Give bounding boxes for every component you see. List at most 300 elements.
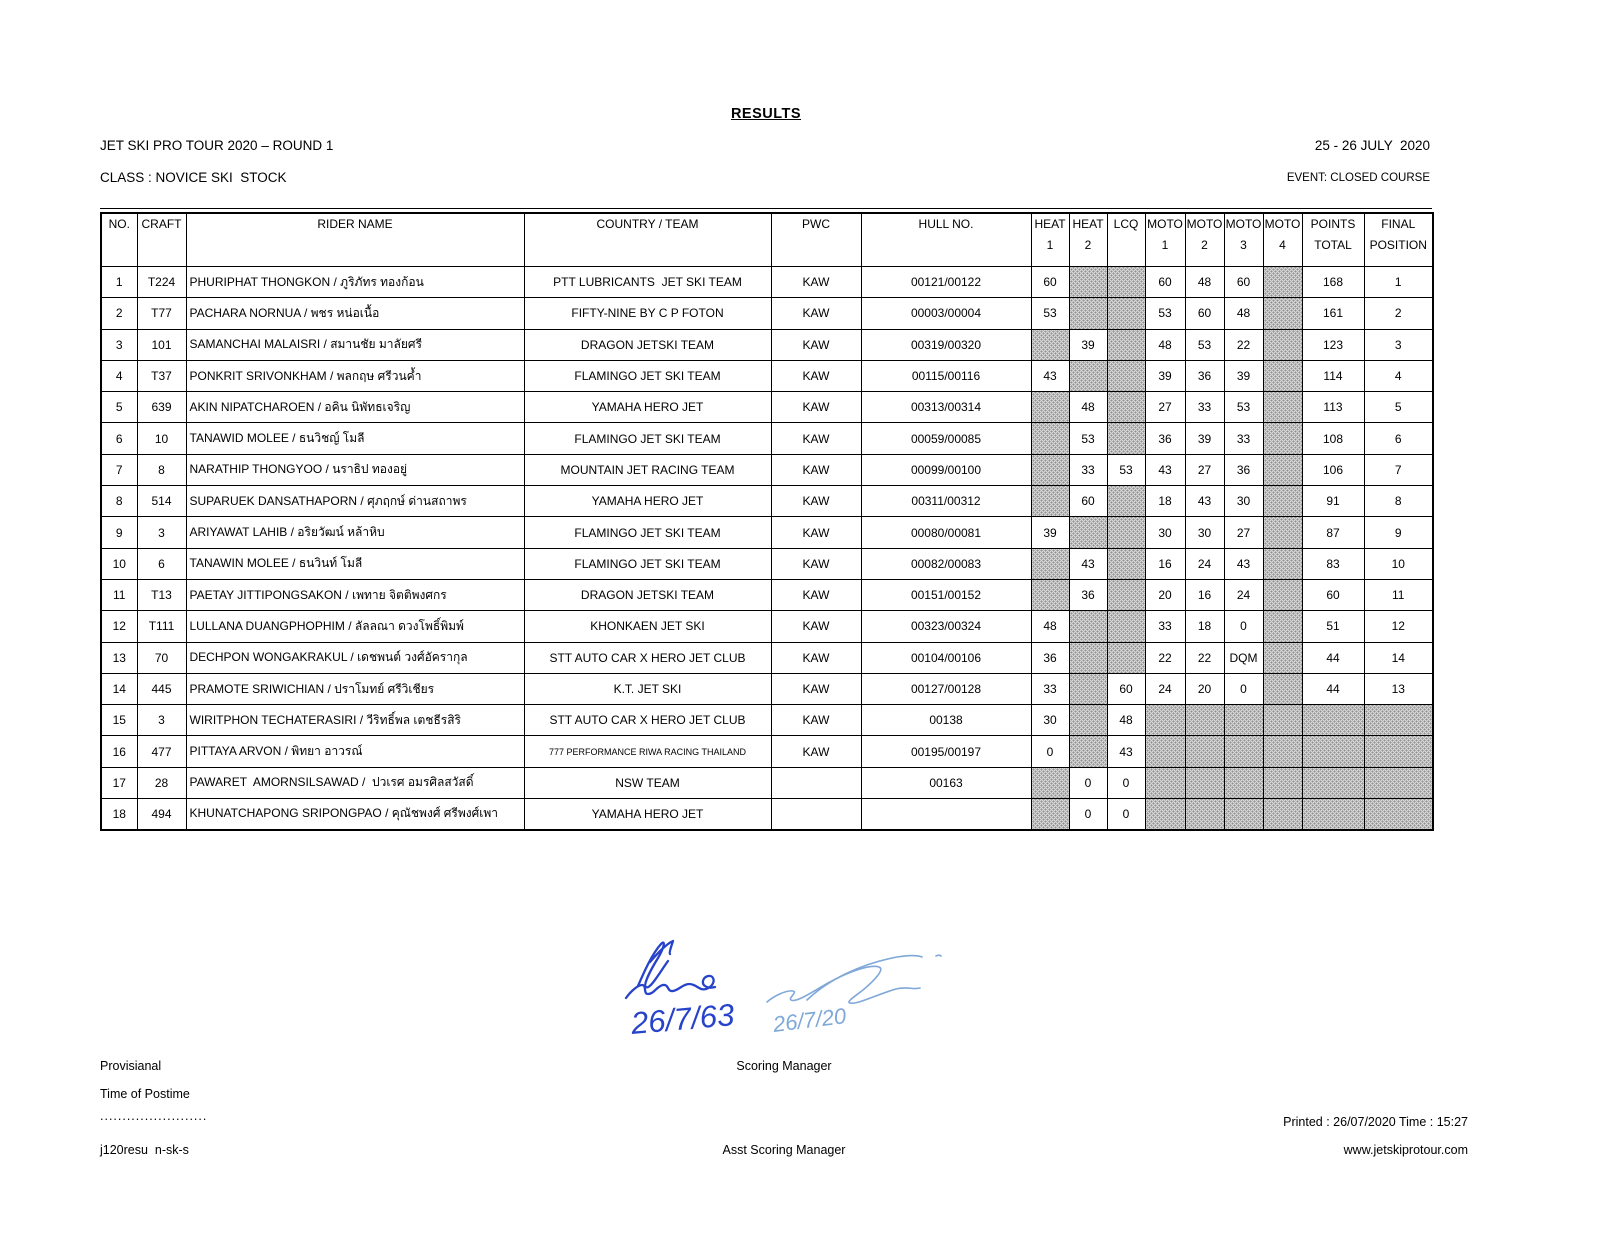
col-header-pwc: PWC (771, 213, 861, 267)
cell-total: 44 (1302, 673, 1364, 704)
cell-hull: 00323/00324 (861, 611, 1031, 642)
cell-craft: 477 (137, 736, 186, 767)
cell-no: 16 (101, 736, 137, 767)
cell-total: 108 (1302, 423, 1364, 454)
cell-pos: 14 (1364, 642, 1433, 673)
signature-scribble-right (767, 966, 920, 1003)
cell-moto4 (1263, 360, 1302, 391)
cell-moto4 (1263, 298, 1302, 329)
time-of-postime-label: Time of Postime (100, 1087, 190, 1101)
class-label: CLASS : NOVICE SKI STOCK (100, 170, 287, 185)
cell-pwc: KAW (771, 454, 861, 485)
cell-pos: 2 (1364, 298, 1433, 329)
cell-moto1: 18 (1145, 486, 1185, 517)
cell-hull: 00080/00081 (861, 517, 1031, 548)
cell-no: 10 (101, 548, 137, 579)
cell-pos: 11 (1364, 579, 1433, 610)
cell-moto2: 18 (1185, 611, 1224, 642)
table-row (101, 517, 1433, 548)
cell-moto3: 24 (1224, 579, 1263, 610)
page-title: RESULTS (730, 106, 802, 122)
table-row (101, 767, 1433, 798)
cell-total: 87 (1302, 517, 1364, 548)
divider (100, 208, 1432, 209)
cell-moto1 (1145, 705, 1185, 736)
cell-heat1: 60 (1031, 267, 1069, 298)
col-header-no: NO. (101, 213, 137, 267)
cell-rider: AKIN NIPATCHAROEN / อคิน นิพัทธเจริญ (186, 392, 524, 423)
cell-pwc (771, 767, 861, 798)
cell-heat1: 30 (1031, 705, 1069, 736)
cell-moto4 (1263, 673, 1302, 704)
cell-moto1: 33 (1145, 611, 1185, 642)
cell-moto4 (1263, 642, 1302, 673)
asst-scoring-manager-label: Asst Scoring Manager (722, 1143, 846, 1157)
cell-moto3 (1224, 767, 1263, 798)
cell-no: 3 (101, 329, 137, 360)
col-header-moto4: MOTO 4 (1263, 213, 1302, 267)
cell-craft: T77 (137, 298, 186, 329)
table-row (101, 736, 1433, 767)
cell-moto4 (1263, 267, 1302, 298)
cell-lcq: 0 (1107, 767, 1145, 798)
cell-rider: DECHPON WONGAKRAKUL / เดชพนต์ วงศ์อัครากุล (186, 642, 524, 673)
cell-craft: 3 (137, 705, 186, 736)
cell-craft: 8 (137, 454, 186, 485)
cell-heat2: 36 (1069, 579, 1107, 610)
cell-heat1: 53 (1031, 298, 1069, 329)
cell-lcq (1107, 329, 1145, 360)
cell-hull: 00313/00314 (861, 392, 1031, 423)
printed-timestamp: Printed : 26/07/2020 Time : 15:27 (1283, 1115, 1468, 1129)
cell-hull: 00319/00320 (861, 329, 1031, 360)
cell-moto1: 39 (1145, 360, 1185, 391)
cell-moto2: 33 (1185, 392, 1224, 423)
cell-heat2: 33 (1069, 454, 1107, 485)
cell-rider: SAMANCHAI MALAISRI / สมานชัย มาลัยศรี (186, 329, 524, 360)
results-tbody (101, 267, 1433, 830)
cell-pwc: KAW (771, 329, 861, 360)
cell-moto1: 16 (1145, 548, 1185, 579)
cell-craft: 639 (137, 392, 186, 423)
cell-rider: LULLANA DUANGPHOPHIM / ลัลลณา ดวงโพธิ์พิมพ์ (186, 611, 524, 642)
file-code: j120resu n-sk-s (100, 1143, 189, 1157)
cell-rider: PONKRIT SRIVONKHAM / พลกฤษ ศรีวนค้ำ (186, 360, 524, 391)
col-header-rider: RIDER NAME (186, 213, 524, 267)
cell-total: 123 (1302, 329, 1364, 360)
cell-heat2 (1069, 705, 1107, 736)
cell-moto4 (1263, 799, 1302, 830)
col-header-team: COUNTRY / TEAM (524, 213, 771, 267)
cell-moto3 (1224, 736, 1263, 767)
cell-pwc: KAW (771, 579, 861, 610)
cell-pwc: KAW (771, 486, 861, 517)
cell-moto1 (1145, 736, 1185, 767)
cell-moto3: 39 (1224, 360, 1263, 391)
cell-moto3: 60 (1224, 267, 1263, 298)
cell-pwc: KAW (771, 736, 861, 767)
cell-moto4 (1263, 767, 1302, 798)
cell-team: MOUNTAIN JET RACING TEAM (524, 454, 771, 485)
cell-heat2: 0 (1069, 767, 1107, 798)
cell-heat2 (1069, 736, 1107, 767)
cell-moto4 (1263, 329, 1302, 360)
cell-moto3: 36 (1224, 454, 1263, 485)
cell-moto2: 43 (1185, 486, 1224, 517)
cell-no: 13 (101, 642, 137, 673)
cell-pos: 13 (1364, 673, 1433, 704)
cell-no: 18 (101, 799, 137, 830)
cell-total: 161 (1302, 298, 1364, 329)
cell-pwc: KAW (771, 705, 861, 736)
cell-pwc: KAW (771, 423, 861, 454)
cell-hull: 00195/00197 (861, 736, 1031, 767)
cell-pos: 1 (1364, 267, 1433, 298)
cell-heat2 (1069, 673, 1107, 704)
cell-lcq (1107, 298, 1145, 329)
cell-pos (1364, 705, 1433, 736)
cell-team: FLAMINGO JET SKI TEAM (524, 423, 771, 454)
cell-team: YAMAHA HERO JET (524, 392, 771, 423)
cell-pos: 6 (1364, 423, 1433, 454)
cell-hull: 00138 (861, 705, 1031, 736)
cell-moto3 (1224, 799, 1263, 830)
cell-moto1: 24 (1145, 673, 1185, 704)
cell-moto2: 24 (1185, 548, 1224, 579)
cell-rider: KHUNATCHAPONG SRIPONGPAO / คุณัชพงศ์ ศรีพงศ์เพา (186, 799, 524, 830)
col-header-moto3: MOTO 3 (1224, 213, 1263, 267)
cell-moto4 (1263, 486, 1302, 517)
col-header-moto1: MOTO 1 (1145, 213, 1185, 267)
cell-pos (1364, 767, 1433, 798)
cell-craft: 494 (137, 799, 186, 830)
cell-moto2 (1185, 799, 1224, 830)
cell-hull: 00127/00128 (861, 673, 1031, 704)
cell-no: 7 (101, 454, 137, 485)
cell-moto1: 60 (1145, 267, 1185, 298)
cell-craft: 28 (137, 767, 186, 798)
cell-no: 8 (101, 486, 137, 517)
cell-craft: 101 (137, 329, 186, 360)
cell-moto4 (1263, 423, 1302, 454)
cell-lcq (1107, 642, 1145, 673)
cell-total: 83 (1302, 548, 1364, 579)
cell-no: 11 (101, 579, 137, 610)
cell-heat2: 0 (1069, 799, 1107, 830)
col-header-craft: CRAFT (137, 213, 186, 267)
cell-team: YAMAHA HERO JET (524, 486, 771, 517)
cell-pwc: KAW (771, 392, 861, 423)
cell-no: 2 (101, 298, 137, 329)
cell-no: 14 (101, 673, 137, 704)
cell-team: KHONKAEN JET SKI (524, 611, 771, 642)
cell-heat2 (1069, 298, 1107, 329)
cell-craft: 514 (137, 486, 186, 517)
cell-heat2 (1069, 517, 1107, 548)
cell-lcq (1107, 517, 1145, 548)
cell-heat1 (1031, 548, 1069, 579)
cell-moto3: 33 (1224, 423, 1263, 454)
cell-rider: PAETAY JITTIPONGSAKON / เพทาย จิตติพงศกร (186, 579, 524, 610)
cell-lcq: 53 (1107, 454, 1145, 485)
table-row (101, 454, 1433, 485)
cell-lcq: 60 (1107, 673, 1145, 704)
cell-moto1 (1145, 767, 1185, 798)
cell-heat1 (1031, 799, 1069, 830)
cell-pwc: KAW (771, 611, 861, 642)
cell-total (1302, 799, 1364, 830)
cell-moto3: DQM (1224, 642, 1263, 673)
cell-pwc: KAW (771, 673, 861, 704)
cell-team: DRAGON JETSKI TEAM (524, 579, 771, 610)
table-row (101, 579, 1433, 610)
cell-pwc: KAW (771, 517, 861, 548)
cell-heat1 (1031, 579, 1069, 610)
cell-moto4 (1263, 611, 1302, 642)
cell-total: 60 (1302, 579, 1364, 610)
cell-hull: 00163 (861, 767, 1031, 798)
cell-pos: 8 (1364, 486, 1433, 517)
cell-moto2: 48 (1185, 267, 1224, 298)
table-row (101, 360, 1433, 391)
cell-pos: 5 (1364, 392, 1433, 423)
cell-total: 51 (1302, 611, 1364, 642)
cell-rider: PRAMOTE SRIWICHIAN / ปราโมทย์ ศรีวิเชียร (186, 673, 524, 704)
cell-rider: NARATHIP THONGYOO / นราธิป ทองอยู่ (186, 454, 524, 485)
cell-heat1 (1031, 486, 1069, 517)
cell-no: 9 (101, 517, 137, 548)
cell-lcq (1107, 611, 1145, 642)
col-header-hull: HULL NO. (861, 213, 1031, 267)
cell-lcq (1107, 548, 1145, 579)
cell-heat1: 39 (1031, 517, 1069, 548)
cell-team: YAMAHA HERO JET (524, 799, 771, 830)
table-row (101, 642, 1433, 673)
cell-heat1 (1031, 454, 1069, 485)
cell-hull: 00003/00004 (861, 298, 1031, 329)
cell-heat2 (1069, 611, 1107, 642)
cell-moto2 (1185, 736, 1224, 767)
cell-craft: 445 (137, 673, 186, 704)
cell-lcq (1107, 392, 1145, 423)
cell-pos: 7 (1364, 454, 1433, 485)
cell-rider: TANAWID MOLEE / ธนวิชญ์ โมลี (186, 423, 524, 454)
cell-hull: 00151/00152 (861, 579, 1031, 610)
cell-moto4 (1263, 548, 1302, 579)
cell-craft: 70 (137, 642, 186, 673)
cell-team: FLAMINGO JET SKI TEAM (524, 517, 771, 548)
cell-heat2: 43 (1069, 548, 1107, 579)
cell-lcq (1107, 579, 1145, 610)
cell-pos: 10 (1364, 548, 1433, 579)
cell-moto3: 53 (1224, 392, 1263, 423)
col-header-moto2: MOTO 2 (1185, 213, 1224, 267)
cell-moto4 (1263, 579, 1302, 610)
cell-moto4 (1263, 736, 1302, 767)
cell-craft: 6 (137, 548, 186, 579)
cell-hull: 00104/00106 (861, 642, 1031, 673)
cell-craft: T13 (137, 579, 186, 610)
cell-heat2 (1069, 360, 1107, 391)
cell-moto1: 43 (1145, 454, 1185, 485)
cell-heat1: 36 (1031, 642, 1069, 673)
cell-hull: 00121/00122 (861, 267, 1031, 298)
cell-total: 114 (1302, 360, 1364, 391)
cell-moto2: 16 (1185, 579, 1224, 610)
signature-date-left: 26/7/63 (629, 997, 736, 1041)
table-header-row (101, 213, 1433, 267)
cell-no: 5 (101, 392, 137, 423)
col-header-lcq: LCQ (1107, 213, 1145, 267)
cell-moto4 (1263, 517, 1302, 548)
table-row (101, 423, 1433, 454)
cell-moto3: 0 (1224, 611, 1263, 642)
cell-team: STT AUTO CAR X HERO JET CLUB (524, 642, 771, 673)
signature-scribble-left-2 (626, 976, 715, 998)
cell-moto2: 53 (1185, 329, 1224, 360)
cell-heat2: 60 (1069, 486, 1107, 517)
cell-craft: 3 (137, 517, 186, 548)
cell-moto2: 60 (1185, 298, 1224, 329)
cell-pwc: KAW (771, 642, 861, 673)
cell-moto2: 20 (1185, 673, 1224, 704)
cell-no: 6 (101, 423, 137, 454)
cell-moto2 (1185, 767, 1224, 798)
cell-moto1: 20 (1145, 579, 1185, 610)
cell-pwc: KAW (771, 360, 861, 391)
cell-hull: 00311/00312 (861, 486, 1031, 517)
signature-scribble-right-2 (807, 955, 941, 1000)
cell-team: FLAMINGO JET SKI TEAM (524, 360, 771, 391)
cell-hull: 00115/00116 (861, 360, 1031, 391)
cell-moto2: 30 (1185, 517, 1224, 548)
cell-craft: 10 (137, 423, 186, 454)
cell-team: 777 PERFORMANCE RIWA RACING THAILAND (524, 736, 771, 767)
cell-moto3: 27 (1224, 517, 1263, 548)
cell-heat1 (1031, 767, 1069, 798)
cell-rider: SUPARUEK DANSATHAPORN / ศุภฤกษ์ ด่านสถาพร (186, 486, 524, 517)
cell-lcq (1107, 360, 1145, 391)
cell-hull: 00082/00083 (861, 548, 1031, 579)
tour-title: JET SKI PRO TOUR 2020 – ROUND 1 (100, 138, 334, 153)
col-header-heat2: HEAT 2 (1069, 213, 1107, 267)
cell-moto3: 48 (1224, 298, 1263, 329)
cell-team: NSW TEAM (524, 767, 771, 798)
col-header-points-total: POINTS TOTAL (1302, 213, 1364, 267)
cell-heat2: 53 (1069, 423, 1107, 454)
cell-pos: 9 (1364, 517, 1433, 548)
cell-rider: TANAWIN MOLEE / ธนวินท์ โมลี (186, 548, 524, 579)
cell-lcq (1107, 486, 1145, 517)
website-link: www.jetskiprotour.com (1343, 1143, 1468, 1157)
cell-team: FIFTY-NINE BY C P FOTON (524, 298, 771, 329)
cell-moto3: 30 (1224, 486, 1263, 517)
cell-moto2: 27 (1185, 454, 1224, 485)
cell-rider: ARIYAWAT LAHIB / อริยวัฒน์ หล้าหิบ (186, 517, 524, 548)
cell-moto1 (1145, 799, 1185, 830)
cell-hull (861, 799, 1031, 830)
cell-lcq: 0 (1107, 799, 1145, 830)
signature-date-right: 26/7/20 (771, 1003, 848, 1037)
table-row (101, 329, 1433, 360)
cell-heat2: 48 (1069, 392, 1107, 423)
cell-hull: 00099/00100 (861, 454, 1031, 485)
table-row (101, 486, 1433, 517)
cell-moto3: 0 (1224, 673, 1263, 704)
cell-moto1: 30 (1145, 517, 1185, 548)
cell-craft: T37 (137, 360, 186, 391)
cell-rider: PHURIPHAT THONGKON / ภูริภัทร ทองก้อน (186, 267, 524, 298)
cell-total: 106 (1302, 454, 1364, 485)
cell-total: 44 (1302, 642, 1364, 673)
cell-total: 91 (1302, 486, 1364, 517)
table-row (101, 673, 1433, 704)
cell-total (1302, 736, 1364, 767)
scoring-manager-label: Scoring Manager (736, 1059, 832, 1073)
cell-pwc (771, 799, 861, 830)
table-row (101, 705, 1433, 736)
cell-no: 15 (101, 705, 137, 736)
cell-heat1: 0 (1031, 736, 1069, 767)
cell-moto2 (1185, 705, 1224, 736)
cell-total (1302, 767, 1364, 798)
cell-pos (1364, 736, 1433, 767)
cell-heat2 (1069, 267, 1107, 298)
cell-pwc: KAW (771, 298, 861, 329)
cell-total: 113 (1302, 392, 1364, 423)
cell-pwc: KAW (771, 548, 861, 579)
table-row (101, 392, 1433, 423)
cell-team: FLAMINGO JET SKI TEAM (524, 548, 771, 579)
cell-heat1 (1031, 329, 1069, 360)
cell-moto3: 43 (1224, 548, 1263, 579)
cell-team: DRAGON JETSKI TEAM (524, 329, 771, 360)
cell-craft: T224 (137, 267, 186, 298)
results-table (100, 212, 1434, 831)
event-dates: 25 - 26 JULY 2020 (1314, 138, 1430, 153)
cell-moto3: 22 (1224, 329, 1263, 360)
cell-total: 168 (1302, 267, 1364, 298)
signature-scribble-left (638, 941, 673, 987)
table-row (101, 267, 1433, 298)
col-header-final-position: FINAL POSITION (1364, 213, 1433, 267)
cell-lcq: 48 (1107, 705, 1145, 736)
table-row (101, 548, 1433, 579)
cell-pos: 4 (1364, 360, 1433, 391)
cell-heat2 (1069, 642, 1107, 673)
cell-moto4 (1263, 392, 1302, 423)
cell-team: PTT LUBRICANTS JET SKI TEAM (524, 267, 771, 298)
cell-moto2: 22 (1185, 642, 1224, 673)
cell-craft: T111 (137, 611, 186, 642)
cell-moto1: 27 (1145, 392, 1185, 423)
cell-rider: PITTAYA ARVON / พิทยา อาวรณ์ (186, 736, 524, 767)
cell-heat1: 43 (1031, 360, 1069, 391)
cell-moto1: 53 (1145, 298, 1185, 329)
cell-lcq: 43 (1107, 736, 1145, 767)
cell-rider: PACHARA NORNUA / พชร หน่อเนื้อ (186, 298, 524, 329)
table-row (101, 611, 1433, 642)
cell-heat2: 39 (1069, 329, 1107, 360)
cell-rider: PAWARET AMORNSILSAWAD / ปวเรศ อมรศิลสวัสดิ์ (186, 767, 524, 798)
cell-moto4 (1263, 705, 1302, 736)
cell-moto1: 22 (1145, 642, 1185, 673)
signature-block (560, 928, 980, 1060)
cell-rider: WIRITPHON TECHATERASIRI / วีริทธิ์พล เตชธีรสิริ (186, 705, 524, 736)
cell-moto1: 36 (1145, 423, 1185, 454)
cell-moto3 (1224, 705, 1263, 736)
cell-moto4 (1263, 454, 1302, 485)
